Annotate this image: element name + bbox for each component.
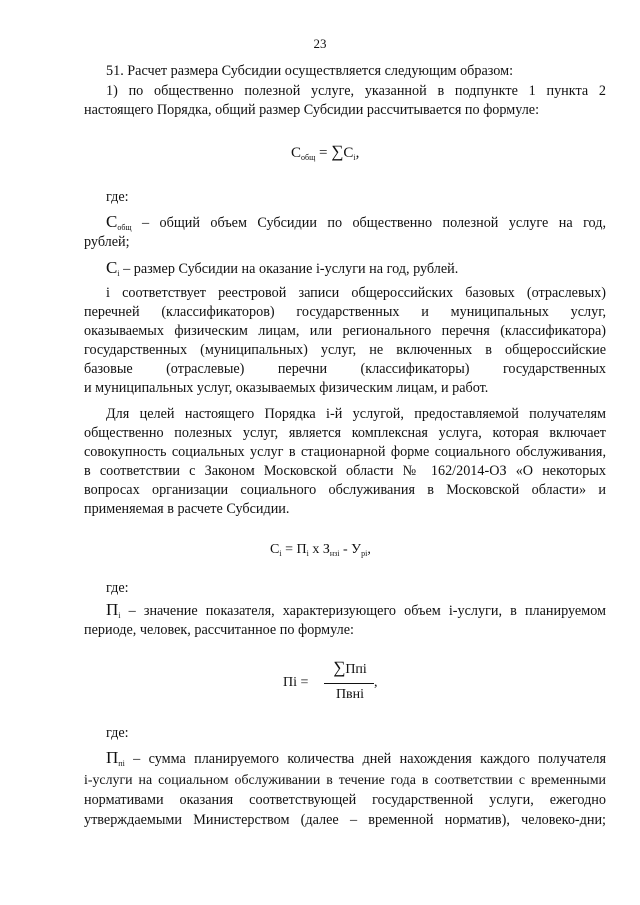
definition-subscript: пi xyxy=(118,759,125,768)
formula-term: - У xyxy=(339,542,362,557)
definition-text: – общий объем Субсидии по общественно полезной услуге на год, xyxy=(131,215,606,231)
definition-text: – размер Субсидии на оказание i-услуги на год, рублей. xyxy=(119,261,459,277)
paragraph-purpose-line-6: применяемая в расчете Субсидии. xyxy=(84,501,290,517)
formula-tail: , xyxy=(374,675,378,690)
paragraph-i-line-4: государственных (муниципальных) услуг, не включенных в общероссийские xyxy=(84,342,606,358)
formula-operator: = xyxy=(315,145,332,161)
fraction-denominator: Пвнi xyxy=(335,687,365,702)
paragraph-i-line-3: оказываемых физическим лицам, или регионального перечня (классификатора) xyxy=(84,323,606,339)
definition-ci xyxy=(84,258,606,283)
formula-subscript: i xyxy=(279,549,282,558)
definition-symbol: С xyxy=(106,212,118,231)
paragraph-i-line-1: i соответствует реестровой записи общероссийских базовых (отраслевых) xyxy=(106,285,606,301)
numerator-text: Ппi xyxy=(345,662,367,677)
fraction-line xyxy=(324,683,374,684)
definition-ppi-line-1 xyxy=(84,748,606,773)
formula-subscript: pi xyxy=(361,549,368,558)
formula-subscript: нзi xyxy=(329,549,340,558)
formula-ci xyxy=(270,542,371,558)
sum-symbol: ∑ xyxy=(331,142,344,161)
formula-tail: , xyxy=(355,145,360,161)
paragraph-purpose-line-2: общественно полезных услуг, является комплексная услуга, которая включает xyxy=(84,425,606,441)
formula-subscript: i xyxy=(306,549,309,558)
paragraph-1-line-1: 1) по общественно полезной услуге, указанной в подпункте 1 пункта 2 xyxy=(106,83,606,99)
where-label-1: где: xyxy=(106,189,129,205)
paragraph-purpose-line-5: вопросах организации социального обслуживания в Московской области» и xyxy=(84,482,606,498)
definition-text: – значение показателя, характеризующего объем i-услуги, в планируемом xyxy=(120,603,606,619)
paragraph-51: 51. Расчет размера Субсидии осуществляется следующим образом: xyxy=(106,63,514,79)
definition-symbol: П xyxy=(106,748,119,767)
definition-ppi-line-4: утверждаемыми Министерством (далее – временной норматив), человеко-дни; xyxy=(84,812,606,828)
definition-subscript: i xyxy=(117,269,120,278)
definition-symbol: С xyxy=(106,258,118,277)
paragraph-purpose-line-3: совокупность социальных услуг в стационарной форме социального обслуживания, xyxy=(84,444,606,460)
paragraph-1-line-2: настоящего Порядка, общий размер Субсидии рассчитывается по формуле: xyxy=(84,102,540,118)
definition-symbol: П xyxy=(106,600,119,619)
paragraph-purpose-line-4: в соответствии с Законом Московской области № 162/2014-ОЗ «О некоторых xyxy=(84,463,606,479)
paragraph-purpose-line-1: Для целей настоящего Порядка i-й услугой, предоставляемой получателям xyxy=(106,406,606,422)
formula-pi-lhs: Пi = xyxy=(283,675,309,690)
definition-pi-line-2: периоде, человек, рассчитанное по формуле: xyxy=(84,622,354,638)
paragraph-i-line-6: и муниципальных услуг, оказываемых физическим лицам, и работ. xyxy=(84,380,489,396)
formula-total-subsidy xyxy=(291,142,359,162)
definition-ppi-line-2: i-услуги на социальном обслуживании в течение года в соответствии с временными xyxy=(84,773,606,788)
formula-subscript: общ xyxy=(301,153,316,162)
definition-subscript: i xyxy=(118,611,121,620)
formula-tail: , xyxy=(367,542,371,557)
formula-symbol: С xyxy=(343,145,354,161)
formula-term: x З xyxy=(308,542,330,557)
where-label-2: где: xyxy=(106,580,129,596)
page-number: 23 xyxy=(313,36,327,51)
formula-term: = П xyxy=(281,542,307,557)
formula-subscript: i xyxy=(353,153,356,162)
formula-symbol: С xyxy=(291,145,302,161)
definition-ppi-line-3: нормативами оказания соответствующей государственной услуги, ежегодно xyxy=(84,792,606,808)
paragraph-i-line-5: базовые (отраслевые) перечни (классификаторы) государственных xyxy=(84,361,606,377)
definition-subscript: общ xyxy=(117,223,132,232)
sum-symbol: ∑ xyxy=(333,658,346,677)
where-label-3: где: xyxy=(106,725,129,741)
definition-text: – сумма планируемого количества дней нахождения каждого получателя xyxy=(124,751,606,767)
formula-symbol: С xyxy=(270,542,280,557)
fraction-numerator xyxy=(322,658,378,678)
paragraph-i-line-2: перечней (классификаторов) государственных и муниципальных услуг, xyxy=(84,304,606,320)
definition-total-line-2: рублей; xyxy=(84,234,130,250)
